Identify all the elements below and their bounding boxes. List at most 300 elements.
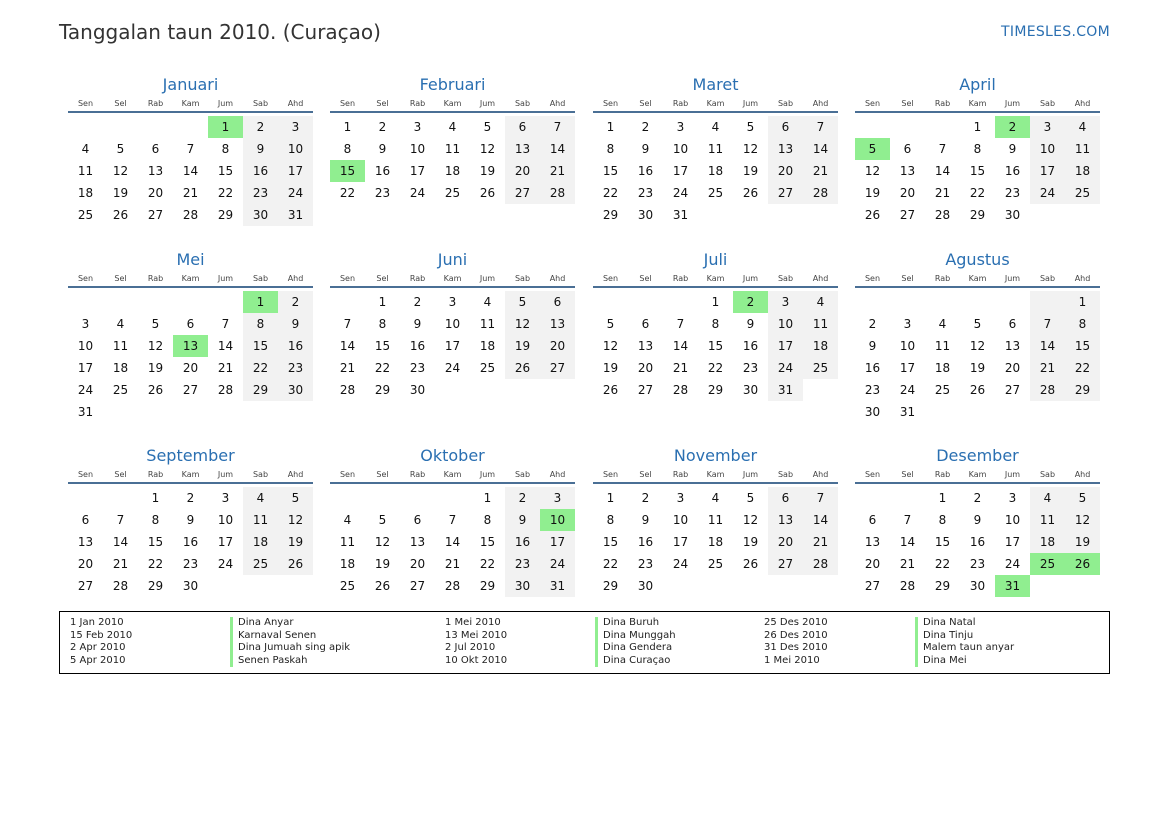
legend-names-column — [595, 617, 676, 667]
day-grid — [68, 291, 313, 423]
holiday-day-cell: 15 — [330, 160, 365, 182]
day-cell: 3 — [448, 295, 457, 309]
day-cell: 4 — [938, 317, 947, 331]
day-cell: 8 — [973, 142, 982, 156]
day-cell: 24 — [1030, 182, 1065, 204]
weekday-label: Rab — [409, 99, 426, 108]
month-name: Oktober — [420, 446, 485, 465]
day-cell: 3 — [413, 120, 422, 134]
weekday-label: Rab — [409, 470, 426, 479]
month-september — [68, 443, 313, 597]
empty-day-cell — [890, 487, 925, 509]
weekday-label: Jum — [217, 99, 234, 108]
day-cell: 7 — [448, 513, 457, 527]
legend-names-column — [230, 617, 350, 667]
month-oktober — [330, 443, 575, 597]
day-cell: 21 — [803, 531, 838, 553]
day-cell: 7 — [676, 317, 685, 331]
day-cell: 4 — [483, 295, 492, 309]
day-cell: 8 — [221, 142, 230, 156]
empty-day-cell — [925, 401, 960, 423]
day-cell: 3 — [1030, 116, 1065, 138]
day-cell: 8 — [343, 142, 352, 156]
day-cell: 6 — [903, 142, 912, 156]
day-cell: 16 — [243, 160, 278, 182]
weekday-label: Sel — [901, 470, 914, 479]
weekday-label: Sab — [514, 470, 531, 479]
day-cell: 23 — [1004, 186, 1021, 200]
day-cell: 14 — [217, 339, 234, 353]
month-juni — [330, 247, 575, 401]
empty-day-cell — [103, 401, 138, 423]
day-cell: 23 — [969, 557, 986, 571]
day-cell: 29 — [243, 379, 278, 401]
empty-day-cell — [330, 291, 365, 313]
weekday-header — [68, 98, 313, 113]
weekday-label: Sen — [864, 470, 881, 479]
day-cell: 20 — [768, 160, 803, 182]
day-cell: 20 — [1004, 361, 1021, 375]
day-cell: 6 — [186, 317, 195, 331]
legend-holiday-name: Dina Tinju — [915, 630, 1014, 643]
empty-day-cell — [960, 291, 995, 313]
day-cell: 5 — [505, 291, 540, 313]
day-cell: 10 — [444, 317, 461, 331]
legend-holiday-name: Dina Buruh — [595, 617, 676, 630]
weekday-label: Jum — [479, 470, 496, 479]
weekday-label: Kam — [443, 470, 462, 479]
day-cell: 25 — [707, 186, 724, 200]
weekday-label: Sel — [639, 274, 652, 283]
day-cell: 1 — [378, 295, 387, 309]
legend-date: 26 Des 2010 — [764, 629, 828, 641]
day-cell: 21 — [899, 557, 916, 571]
weekday-label: Kam — [968, 99, 987, 108]
day-cell: 11 — [339, 535, 356, 549]
day-cell: 15 — [969, 164, 986, 178]
legend-date: 1 Jan 2010 — [70, 617, 124, 628]
weekday-label: Sen — [864, 274, 881, 283]
empty-day-cell — [925, 291, 960, 313]
day-cell: 13 — [768, 138, 803, 160]
day-cell: 30 — [1004, 208, 1021, 222]
day-cell: 9 — [505, 509, 540, 531]
legend-dates-column — [445, 617, 507, 667]
day-cell: 4 — [1030, 487, 1065, 509]
weekday-label: Sen — [77, 99, 94, 108]
day-cell: 11 — [934, 339, 951, 353]
day-cell: 21 — [672, 361, 689, 375]
day-cell: 21 — [803, 160, 838, 182]
month-name: November — [673, 446, 758, 465]
day-cell: 19 — [278, 531, 313, 553]
day-cell: 25 — [243, 553, 278, 575]
month-november — [593, 443, 838, 597]
day-cell: 9 — [973, 513, 982, 527]
day-cell: 15 — [707, 339, 724, 353]
day-cell: 16 — [637, 535, 654, 549]
day-cell: 29 — [1065, 379, 1100, 401]
empty-day-cell — [663, 575, 698, 597]
day-cell: 28 — [803, 553, 838, 575]
weekday-label: Rab — [934, 470, 951, 479]
day-cell: 27 — [1004, 383, 1021, 397]
day-cell: 15 — [602, 535, 619, 549]
day-cell: 9 — [1008, 142, 1017, 156]
holiday-day-cell: 26 — [1065, 553, 1100, 575]
day-cell: 17 — [278, 160, 313, 182]
legend-date: 13 Mei 2010 — [445, 629, 508, 641]
empty-day-cell — [925, 116, 960, 138]
day-cell: 2 — [378, 120, 387, 134]
day-cell: 12 — [969, 339, 986, 353]
day-cell: 18 — [707, 535, 724, 549]
day-grid — [593, 487, 838, 597]
day-cell: 16 — [1004, 164, 1021, 178]
weekday-label: Sel — [901, 274, 914, 283]
empty-day-cell — [803, 204, 838, 226]
day-cell: 27 — [540, 357, 575, 379]
weekday-label: Sen — [339, 274, 356, 283]
day-cell: 28 — [112, 579, 129, 593]
day-cell: 7 — [343, 317, 352, 331]
day-cell: 3 — [768, 291, 803, 313]
day-cell: 26 — [112, 208, 129, 222]
weekday-label: Sen — [602, 274, 619, 283]
day-grid — [855, 291, 1100, 423]
empty-day-cell — [173, 291, 208, 313]
weekday-label: Jum — [1004, 99, 1021, 108]
legend-holiday-name: Dina Jumuah sing apik — [230, 642, 350, 655]
empty-day-cell — [400, 487, 435, 509]
day-cell: 19 — [147, 361, 164, 375]
weekday-header — [593, 469, 838, 484]
day-cell: 27 — [147, 208, 164, 222]
day-cell: 4 — [116, 317, 125, 331]
holiday-day-cell: 1 — [243, 291, 278, 313]
day-cell: 8 — [938, 513, 947, 527]
empty-day-cell — [243, 575, 278, 597]
day-cell: 13 — [505, 138, 540, 160]
day-cell: 17 — [899, 361, 916, 375]
day-cell: 30 — [505, 575, 540, 597]
day-cell: 27 — [77, 579, 94, 593]
weekday-label: Rab — [147, 274, 164, 283]
day-cell: 8 — [606, 513, 615, 527]
day-cell: 6 — [81, 513, 90, 527]
day-cell: 30 — [864, 405, 881, 419]
weekday-label: Rab — [672, 274, 689, 283]
day-cell: 10 — [217, 513, 234, 527]
day-grid — [68, 116, 313, 226]
empty-day-cell — [1030, 291, 1065, 313]
weekday-label: Sen — [602, 470, 619, 479]
day-cell: 20 — [409, 557, 426, 571]
month-name: September — [146, 446, 235, 465]
day-cell: 19 — [742, 535, 759, 549]
day-cell: 25 — [707, 557, 724, 571]
day-cell: 13 — [77, 535, 94, 549]
legend-date: 25 Des 2010 — [764, 617, 828, 628]
day-cell: 11 — [1030, 509, 1065, 531]
day-cell: 4 — [711, 120, 720, 134]
day-cell: 6 — [768, 116, 803, 138]
day-cell: 17 — [1004, 535, 1021, 549]
day-cell: 23 — [374, 186, 391, 200]
day-cell: 27 — [899, 208, 916, 222]
brand-link[interactable]: TIMESLES.COM — [1001, 24, 1110, 40]
day-cell: 2 — [243, 116, 278, 138]
day-cell: 3 — [221, 491, 230, 505]
day-cell: 10 — [278, 138, 313, 160]
day-cell: 13 — [540, 313, 575, 335]
day-cell: 7 — [938, 142, 947, 156]
day-grid — [330, 291, 575, 401]
day-cell: 29 — [217, 208, 234, 222]
holidays-legend — [59, 611, 1110, 674]
month-name: April — [959, 75, 996, 94]
day-cell: 31 — [899, 405, 916, 419]
day-cell: 1 — [483, 491, 492, 505]
day-cell: 24 — [899, 383, 916, 397]
day-cell: 2 — [505, 487, 540, 509]
day-cell: 29 — [602, 579, 619, 593]
day-cell: 25 — [444, 186, 461, 200]
day-cell: 2 — [868, 317, 877, 331]
weekday-label: Rab — [934, 274, 951, 283]
day-cell: 17 — [409, 164, 426, 178]
day-cell: 30 — [182, 579, 199, 593]
empty-day-cell — [698, 204, 733, 226]
day-cell: 7 — [1030, 313, 1065, 335]
empty-day-cell — [1030, 401, 1065, 423]
day-cell: 30 — [278, 379, 313, 401]
weekday-label: Ahd — [1074, 99, 1091, 108]
empty-day-cell — [138, 116, 173, 138]
weekday-label: Sen — [77, 470, 94, 479]
day-cell: 22 — [217, 186, 234, 200]
empty-day-cell — [138, 291, 173, 313]
day-cell: 30 — [409, 383, 426, 397]
weekday-label: Sab — [514, 274, 531, 283]
day-cell: 25 — [112, 383, 129, 397]
day-cell: 24 — [444, 361, 461, 375]
weekday-label: Rab — [147, 99, 164, 108]
day-cell: 28 — [182, 208, 199, 222]
empty-day-cell — [103, 291, 138, 313]
weekday-label: Sel — [376, 99, 389, 108]
day-cell: 1 — [606, 120, 615, 134]
weekday-label: Ahd — [549, 99, 566, 108]
day-cell: 5 — [746, 491, 755, 505]
day-cell: 1 — [938, 491, 947, 505]
day-cell: 7 — [186, 142, 195, 156]
day-cell: 18 — [1065, 160, 1100, 182]
day-cell: 7 — [803, 116, 838, 138]
empty-day-cell — [855, 116, 890, 138]
empty-day-cell — [470, 379, 505, 401]
day-cell: 6 — [151, 142, 160, 156]
day-cell: 26 — [505, 357, 540, 379]
day-cell: 4 — [343, 513, 352, 527]
weekday-label: Ahd — [1074, 274, 1091, 283]
legend-date: 1 Mei 2010 — [445, 617, 501, 628]
empty-day-cell — [733, 204, 768, 226]
weekday-header — [593, 98, 838, 113]
day-cell: 14 — [672, 339, 689, 353]
day-cell: 28 — [934, 208, 951, 222]
day-cell: 6 — [505, 116, 540, 138]
empty-day-cell — [1065, 204, 1100, 226]
day-cell: 9 — [746, 317, 755, 331]
page-title: Tanggalan taun 2010. (Curaçao) — [59, 20, 381, 44]
empty-day-cell — [628, 291, 663, 313]
weekday-label: Rab — [409, 274, 426, 283]
empty-day-cell — [435, 379, 470, 401]
holiday-day-cell: 2 — [995, 116, 1030, 138]
weekday-label: Sab — [514, 99, 531, 108]
holiday-day-cell: 25 — [1030, 553, 1065, 575]
month-name: Desember — [936, 446, 1019, 465]
legend-date: 5 Apr 2010 — [70, 654, 126, 666]
day-cell: 27 — [182, 383, 199, 397]
day-cell: 23 — [637, 186, 654, 200]
day-cell: 20 — [768, 531, 803, 553]
day-cell: 7 — [116, 513, 125, 527]
day-cell: 17 — [77, 361, 94, 375]
day-cell: 1 — [1065, 291, 1100, 313]
day-cell: 16 — [374, 164, 391, 178]
day-cell: 27 — [637, 383, 654, 397]
day-cell: 9 — [413, 317, 422, 331]
day-cell: 18 — [339, 557, 356, 571]
day-cell: 5 — [151, 317, 160, 331]
day-cell: 18 — [243, 531, 278, 553]
empty-day-cell — [330, 487, 365, 509]
legend-date: 1 Mei 2010 — [764, 654, 820, 666]
day-cell: 3 — [81, 317, 90, 331]
day-cell: 5 — [116, 142, 125, 156]
day-cell: 28 — [444, 579, 461, 593]
day-cell: 15 — [602, 164, 619, 178]
day-cell: 21 — [934, 186, 951, 200]
weekday-label: Sel — [114, 99, 127, 108]
day-cell: 5 — [378, 513, 387, 527]
day-cell: 25 — [479, 361, 496, 375]
weekday-label: Sel — [376, 274, 389, 283]
day-cell: 21 — [1030, 357, 1065, 379]
legend-holiday-name: Dina Curaçao — [595, 655, 676, 668]
weekday-header — [593, 273, 838, 288]
day-grid — [68, 487, 313, 597]
day-cell: 23 — [409, 361, 426, 375]
day-cell: 26 — [742, 557, 759, 571]
day-cell: 16 — [637, 164, 654, 178]
weekday-header — [855, 98, 1100, 113]
empty-day-cell — [278, 575, 313, 597]
day-cell: 25 — [77, 208, 94, 222]
day-cell: 31 — [77, 405, 94, 419]
empty-day-cell — [663, 291, 698, 313]
day-cell: 2 — [641, 120, 650, 134]
weekday-label: Sab — [252, 274, 269, 283]
day-grid — [330, 116, 575, 204]
day-cell: 4 — [1065, 116, 1100, 138]
day-cell: 26 — [374, 579, 391, 593]
day-cell: 17 — [1030, 160, 1065, 182]
day-cell: 18 — [444, 164, 461, 178]
empty-day-cell — [1065, 401, 1100, 423]
day-cell: 9 — [641, 142, 650, 156]
legend-holiday-name: Dina Munggah — [595, 630, 676, 643]
empty-day-cell — [208, 575, 243, 597]
day-cell: 22 — [374, 361, 391, 375]
legend-dates-column — [764, 617, 828, 667]
day-cell: 14 — [339, 339, 356, 353]
day-cell: 15 — [934, 535, 951, 549]
legend-holiday-name: Dina Anyar — [230, 617, 350, 630]
day-cell: 3 — [676, 120, 685, 134]
month-februari — [330, 72, 575, 204]
day-cell: 18 — [934, 361, 951, 375]
day-cell: 30 — [969, 579, 986, 593]
day-cell: 3 — [540, 487, 575, 509]
day-cell: 17 — [672, 164, 689, 178]
legend-holiday-name: Senen Paskah — [230, 655, 350, 668]
month-mei — [68, 247, 313, 423]
empty-day-cell — [803, 575, 838, 597]
day-cell: 4 — [81, 142, 90, 156]
day-cell: 10 — [1004, 513, 1021, 527]
day-cell: 9 — [641, 513, 650, 527]
weekday-header — [855, 273, 1100, 288]
weekday-header — [855, 469, 1100, 484]
day-cell: 24 — [278, 182, 313, 204]
day-cell: 16 — [182, 535, 199, 549]
day-cell: 4 — [803, 291, 838, 313]
day-cell: 3 — [1008, 491, 1017, 505]
day-cell: 6 — [868, 513, 877, 527]
day-cell: 28 — [1030, 379, 1065, 401]
weekday-label: Sel — [639, 470, 652, 479]
day-cell: 12 — [742, 513, 759, 527]
day-cell: 2 — [413, 295, 422, 309]
day-cell: 11 — [479, 317, 496, 331]
empty-day-cell — [540, 379, 575, 401]
weekday-label: Sab — [777, 470, 794, 479]
day-cell: 19 — [602, 361, 619, 375]
holiday-day-cell: 1 — [208, 116, 243, 138]
month-name: Juni — [437, 250, 468, 269]
day-cell: 9 — [868, 339, 877, 353]
weekday-header — [330, 273, 575, 288]
day-cell: 12 — [602, 339, 619, 353]
weekday-label: Rab — [672, 99, 689, 108]
day-cell: 4 — [448, 120, 457, 134]
day-cell: 2 — [186, 491, 195, 505]
day-cell: 18 — [479, 339, 496, 353]
day-cell: 22 — [147, 557, 164, 571]
day-cell: 26 — [742, 186, 759, 200]
weekday-label: Sab — [252, 470, 269, 479]
empty-day-cell — [278, 401, 313, 423]
day-cell: 22 — [602, 186, 619, 200]
day-cell: 29 — [374, 383, 391, 397]
day-cell: 22 — [243, 357, 278, 379]
day-cell: 24 — [217, 557, 234, 571]
day-cell: 17 — [444, 339, 461, 353]
legend-holiday-name: Dina Natal — [915, 617, 1014, 630]
